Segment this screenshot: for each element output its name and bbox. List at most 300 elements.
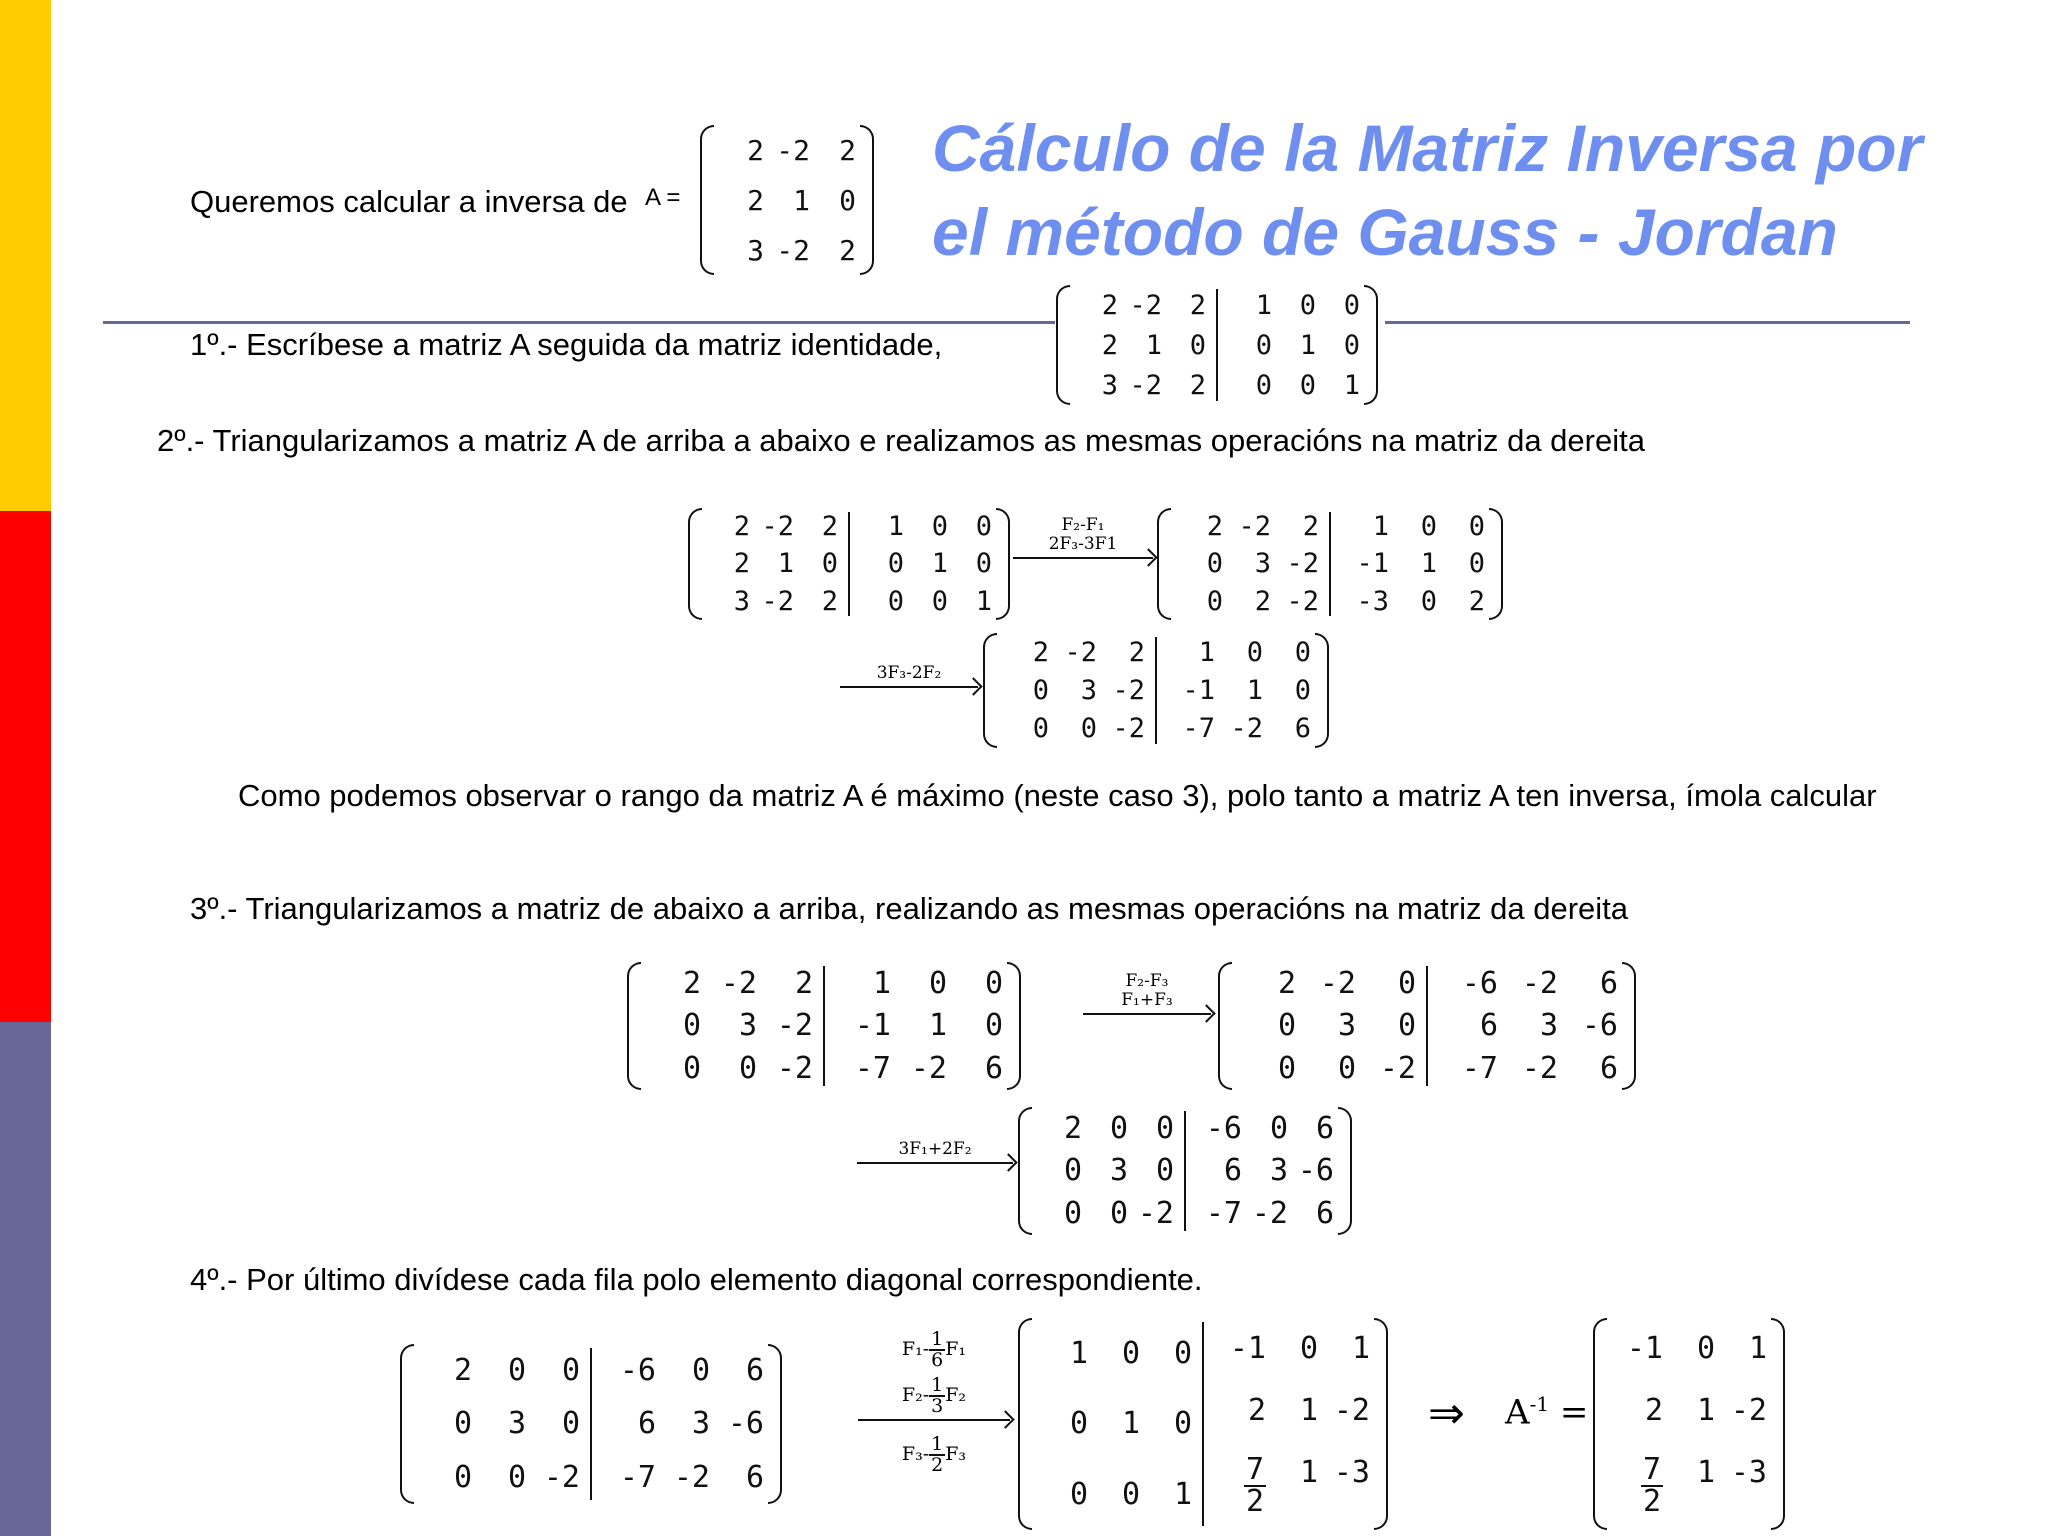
matrix-cell: 0 [561, 1406, 580, 1442]
matrix-row [1214, 1393, 1370, 1428]
left-bracket [688, 508, 702, 620]
divider-left [103, 321, 1055, 324]
matrix-cell: 3 [1337, 1008, 1356, 1044]
matrix-cell: 3 [1101, 369, 1118, 401]
matrix-cell: 2 [821, 585, 838, 617]
matrix-block [831, 962, 1007, 1090]
matrix-row [1001, 713, 1145, 744]
matrix-row [1236, 966, 1416, 1001]
rank-note: Como podemos observar o rango da matriz A é máximo (neste caso 3), polo tanto a matriz A ten inversa, ímola calcular [238, 778, 1877, 813]
matrix-cell: -2 [1333, 1392, 1370, 1428]
matrix-block [1171, 508, 1323, 620]
arrow-line [1013, 557, 1153, 559]
matrix-cell: 0 [1299, 369, 1316, 401]
matrix-cell: 0 [1206, 548, 1223, 580]
matrix-cell: 6 [745, 1353, 764, 1389]
augment-separator [1184, 1111, 1186, 1231]
matrix-cell: 3 [1080, 674, 1097, 706]
matrix-cell: 2 [1189, 369, 1206, 401]
matrix-row [860, 548, 992, 579]
matrix-cell: -2 [1064, 636, 1097, 668]
matrix-cell: -2 [761, 585, 794, 617]
left-bracket [1018, 1107, 1032, 1235]
matrix-cell: 0 [1109, 1110, 1128, 1146]
matrix-cell: 1 [1173, 1477, 1192, 1513]
matrix-block [856, 508, 996, 620]
matrix-cell: -3 [1356, 585, 1389, 617]
matrix-cell: 0 [1294, 674, 1311, 706]
matrix-cell: 0 [507, 1459, 526, 1495]
matrix-cell: 2 [839, 133, 856, 167]
matrix-cell: 0 [1337, 1051, 1356, 1087]
matrix-row [1175, 586, 1319, 617]
matrix-row [1214, 1451, 1370, 1519]
step-3-text: 3º.- Triangularizamos a matriz de abaixo a arriba, realizando as mesmas operacións na matriz da dereita [190, 891, 1629, 926]
matrix-cell: 1 [1748, 1331, 1767, 1367]
matrix-cell: -2 [1112, 674, 1145, 706]
matrix-cell: -1 [1182, 674, 1215, 706]
matrix-cell: 0 [931, 585, 948, 617]
matrix-row [1228, 290, 1360, 321]
matrix-cell: 1 [1420, 548, 1437, 580]
matrix-cell: -2 [1230, 713, 1263, 745]
matrix-row [1196, 1153, 1334, 1188]
matrix-block [1232, 962, 1420, 1090]
op-arrow-1 [1013, 516, 1153, 559]
matrix-row [706, 586, 838, 617]
matrix-cell: 6 [1294, 713, 1311, 745]
step-2-text: 2º.- Triangularizamos a matriz A de arriba a abaixo e realizamos as mesmas operacións na matriz da dereita [157, 423, 1645, 458]
augment-separator [1426, 966, 1428, 1086]
right-bracket [768, 1344, 782, 1504]
matrix-cell: 0 [821, 548, 838, 580]
right-bracket [860, 125, 874, 275]
matrix-cell: 0 [1277, 1008, 1296, 1044]
op-label: 2F₃-3F1 [1048, 534, 1118, 554]
matrix-row [1438, 1008, 1618, 1043]
matrix-cell: 3 [747, 233, 764, 267]
title-line-2: el método de Gauss - Jordan [932, 195, 1838, 269]
op-label: F₁- $\frac{1}{6}$ F₁ [901, 1328, 967, 1371]
matrix-cell: 2 [1063, 1110, 1082, 1146]
matrix-row [418, 1353, 580, 1388]
matrix-cell: 0 [1468, 548, 1485, 580]
matrix-row [835, 1008, 1003, 1043]
matrix-row [1611, 1451, 1767, 1519]
op-arrow-5 [858, 1330, 1010, 1475]
matrix-cell: 6 [1479, 1008, 1498, 1044]
op-label: F₂-F₁ [1061, 515, 1105, 535]
matrix-cell: -2 [1129, 369, 1162, 401]
matrix-block [1210, 1318, 1374, 1530]
matrix-cell: -2 [1521, 965, 1558, 1001]
frac-num: 1 [931, 1433, 944, 1455]
matrix-cell: -2 [1319, 965, 1356, 1001]
matrix-row [1611, 1393, 1767, 1428]
matrix-cell: 1 [1121, 1406, 1140, 1442]
matrix-row [1341, 586, 1485, 617]
matrix-cell: 0 [1080, 713, 1097, 745]
matrix-cell: 6 [745, 1459, 764, 1495]
matrix-cell: 2 [682, 965, 701, 1001]
matrix-step3-b [1018, 1107, 1352, 1235]
matrix-cell: -6 [1581, 1008, 1618, 1044]
matrix-row [645, 966, 813, 1001]
matrix-block [1607, 1318, 1771, 1530]
matrix-cell: -2 [776, 1051, 813, 1087]
op-label: F₁+F₃ [1121, 990, 1173, 1010]
matrix-block [1337, 508, 1489, 620]
matrix-cell: 0 [1269, 1110, 1288, 1146]
matrix-cell: 6 [1315, 1110, 1334, 1146]
matrix-cell: -1 [854, 1008, 891, 1044]
matrix-row [1036, 1477, 1192, 1512]
matrix-block [641, 962, 817, 1090]
matrix-cell: -2 [1379, 1051, 1416, 1087]
matrix-row [718, 184, 856, 217]
step-1-text: 1º.- Escríbese a matriz A seguida da matriz identidade, [190, 327, 943, 362]
matrix-cell: 3 [507, 1406, 526, 1442]
matrix-cell: 0 [1397, 965, 1416, 1001]
matrix-row [1175, 548, 1319, 579]
matrix-cell: 6 [1599, 1051, 1618, 1087]
matrix-cell: -6 [1461, 965, 1498, 1001]
divider-right [1385, 321, 1910, 324]
matrix-cell: 0 [682, 1008, 701, 1044]
matrix-cell: 2 [1254, 585, 1271, 617]
op-text: F₃- [901, 1443, 930, 1465]
matrix-cell: 0 [1155, 1153, 1174, 1189]
matrix-cell: 0 [1121, 1335, 1140, 1371]
right-bracket [1622, 962, 1636, 1090]
matrix-block [997, 633, 1149, 748]
matrix-cell: 6 [1599, 965, 1618, 1001]
matrix-cell: -2 [776, 1008, 813, 1044]
augment-separator [823, 966, 825, 1086]
matrix-cell: -7 [619, 1459, 656, 1495]
augment-separator [590, 1348, 592, 1500]
op-arrow-3 [1083, 972, 1211, 1015]
matrix-cell: 0 [1173, 1335, 1192, 1371]
matrix-cell: -6 [727, 1406, 764, 1442]
matrix-inverse [1593, 1318, 1785, 1530]
matrix-cell: 0 [975, 548, 992, 580]
op-label: 3F₁+2F₂ [898, 1139, 972, 1159]
matrix-cell: -2 [1730, 1392, 1767, 1428]
matrix-row [835, 966, 1003, 1001]
matrix-cell: 0 [682, 1051, 701, 1087]
matrix-cell: 2 [747, 133, 764, 167]
matrix-cell: -7 [1182, 713, 1215, 745]
title-line-1: Cálculo de la Matriz Inversa por [932, 111, 1923, 185]
matrix-row [1611, 1331, 1767, 1366]
matrix-block [598, 1344, 768, 1504]
matrix-cell: $\frac{7}{2}$ [1245, 1451, 1264, 1519]
matrix-cell: 0 [1420, 511, 1437, 543]
matrix-cell: 2 [1247, 1392, 1266, 1428]
matrix-row [645, 1051, 813, 1086]
matrix-cell: 1 [928, 1008, 947, 1044]
matrix-block [414, 1344, 584, 1504]
matrix-cell: 2 [1128, 636, 1145, 668]
matrix-row [1167, 713, 1311, 744]
intro-text: Queremos calcular a inversa de [190, 184, 628, 219]
step-4-text: 4º.- Por último divídese cada fila polo elemento diagonal correspondiente. [190, 1262, 1203, 1297]
matrix-block [1192, 1107, 1338, 1235]
matrix-a-label: A = [645, 184, 681, 211]
matrix-block [1032, 1318, 1196, 1530]
matrix-cell: -2 [761, 511, 794, 543]
matrix-row [1175, 511, 1319, 542]
op-text: F₂- [901, 1384, 930, 1406]
matrix-cell: 3 [738, 1008, 757, 1044]
matrix-row [1236, 1051, 1416, 1086]
red-band [0, 511, 51, 1022]
matrix-row [1228, 370, 1360, 401]
matrix-cell: -2 [1286, 585, 1319, 617]
matrix-row [1036, 1153, 1174, 1188]
matrix-cell: -2 [720, 965, 757, 1001]
left-bracket [400, 1344, 414, 1504]
matrix-cell: 0 [1255, 329, 1272, 361]
arrow-line [857, 1162, 1013, 1164]
matrix-cell: 2 [1101, 329, 1118, 361]
matrix-row [1074, 370, 1206, 401]
frac-num: 1 [931, 1328, 944, 1350]
matrix-cell: 6 [1315, 1196, 1334, 1232]
matrix-cell: 2 [1101, 289, 1118, 321]
op-text: F₁- [901, 1338, 930, 1360]
matrix-cell: 0 [839, 183, 856, 217]
matrix-block [1032, 1107, 1178, 1235]
matrix-cell: 6 [637, 1406, 656, 1442]
matrix-cell: 0 [1246, 636, 1263, 668]
matrix-cell: 2 [453, 1353, 472, 1389]
matrix-cell: -1 [1626, 1331, 1663, 1367]
matrix-row [706, 548, 838, 579]
matrix-row [1074, 290, 1206, 321]
matrix-cell: 2 [1206, 511, 1223, 543]
matrix-cell: 1 [975, 585, 992, 617]
matrix-row [418, 1460, 580, 1495]
matrix-cell: 1 [931, 548, 948, 580]
matrix-cell: -1 [1356, 548, 1389, 580]
matrix-cell: 3 [1109, 1153, 1128, 1189]
matrix-cell: 2 [747, 183, 764, 217]
matrix-block [1224, 285, 1364, 405]
matrix-cell: 1 [777, 548, 794, 580]
matrix-cell: 2 [733, 548, 750, 580]
frac-den: 3 [931, 1395, 944, 1417]
matrix-cell: 0 [453, 1459, 472, 1495]
matrix-cell: 0 [984, 1008, 1003, 1044]
matrix-cell: 0 [1420, 585, 1437, 617]
left-bracket [1593, 1318, 1607, 1530]
matrix-cell: -2 [1521, 1051, 1558, 1087]
matrix-cell: -3 [1730, 1454, 1767, 1490]
matrix-cell: 1 [793, 183, 810, 217]
matrix-cell: 0 [1121, 1477, 1140, 1513]
matrix-cell: 1 [1299, 329, 1316, 361]
matrix-cell: -2 [1238, 511, 1271, 543]
matrix-cell: -2 [543, 1459, 580, 1495]
matrix-cell: -2 [1286, 548, 1319, 580]
matrix-row [1001, 675, 1145, 706]
augment-separator [1202, 1322, 1204, 1526]
matrix-cell: -2 [673, 1459, 710, 1495]
matrix-row [860, 511, 992, 542]
matrix-cell: 2 [839, 233, 856, 267]
matrix-cell: 2 [1644, 1392, 1663, 1428]
matrix-cell: 1 [1069, 1335, 1088, 1371]
matrix-step4-result [1018, 1318, 1388, 1530]
matrix-cell: -6 [1205, 1110, 1242, 1146]
left-bracket [627, 962, 641, 1090]
matrix-cell: -2 [1137, 1196, 1174, 1232]
arrow-line [1083, 1013, 1211, 1015]
matrix-a [700, 125, 874, 275]
matrix-row [1196, 1111, 1334, 1146]
matrix-row [706, 511, 838, 542]
matrix-block [1070, 285, 1210, 405]
matrix-row [1167, 637, 1311, 668]
matrix-row [645, 1008, 813, 1043]
matrix-cell: 0 [1343, 329, 1360, 361]
matrix-row [1001, 637, 1145, 668]
left-bracket [1056, 285, 1070, 405]
matrix-cell: 0 [1299, 289, 1316, 321]
matrix-row [1438, 966, 1618, 1001]
matrix-cell: 0 [1343, 289, 1360, 321]
matrix-cell: 1 [1198, 636, 1215, 668]
matrix-cell: 1 [1299, 1392, 1318, 1428]
op-label: 3F₃-2F₂ [876, 663, 942, 683]
matrix-cell: 6 [984, 1051, 1003, 1087]
right-bracket [996, 508, 1010, 620]
matrix-row [1036, 1336, 1192, 1371]
matrix-block [714, 125, 860, 275]
matrix-cell: -2 [1112, 713, 1145, 745]
yellow-band [0, 0, 51, 511]
matrix-block [702, 508, 842, 620]
augment-separator [848, 512, 850, 616]
matrix-block [1163, 633, 1315, 748]
matrix-cell: 0 [931, 511, 948, 543]
op-arrow-2 [840, 664, 978, 688]
matrix-cell: 0 [1189, 329, 1206, 361]
matrix-cell: 1 [1696, 1392, 1715, 1428]
matrix-step2-start [688, 508, 1010, 620]
matrix-row [1236, 1008, 1416, 1043]
matrix-row [1074, 330, 1206, 361]
right-bracket [1771, 1318, 1785, 1530]
matrix-cell: 1 [1343, 369, 1360, 401]
left-bracket [1157, 508, 1171, 620]
matrix-row [1167, 675, 1311, 706]
frac-num: 1 [931, 1374, 944, 1396]
matrix-cell: -2 [1251, 1196, 1288, 1232]
matrix-cell: -7 [854, 1051, 891, 1087]
matrix-cell: 2 [821, 511, 838, 543]
inverse-eq: = [1559, 1392, 1589, 1433]
matrix-cell: 2 [1468, 585, 1485, 617]
matrix-cell: 1 [1246, 674, 1263, 706]
right-bracket [1374, 1318, 1388, 1530]
matrix-cell: 0 [1155, 1110, 1174, 1146]
matrix-cell: 2 [1189, 289, 1206, 321]
matrix-row [1036, 1111, 1174, 1146]
matrix-cell: 2 [1302, 511, 1319, 543]
left-bracket [983, 633, 997, 748]
matrix-cell: 0 [887, 585, 904, 617]
inverse-a: A [1505, 1392, 1530, 1433]
matrix-row [1036, 1406, 1192, 1441]
implies-symbol: ⇒ [1428, 1388, 1465, 1439]
matrix-cell: 1 [1299, 1454, 1318, 1490]
op-arrow-4 [857, 1140, 1013, 1164]
left-bracket [1218, 962, 1232, 1090]
matrix-cell: 2 [733, 511, 750, 543]
matrix-cell: 3 [1269, 1153, 1288, 1189]
frac-den: 6 [931, 1349, 944, 1371]
matrix-row [860, 586, 992, 617]
matrix-cell: 1 [1145, 329, 1162, 361]
arrow-line [858, 1419, 1010, 1421]
left-bracket [700, 125, 714, 275]
matrix-cell: 0 [691, 1353, 710, 1389]
matrix-row [1196, 1196, 1334, 1231]
right-bracket [1364, 285, 1378, 405]
matrix-cell: 1 [1351, 1331, 1370, 1367]
matrix-row [1036, 1196, 1174, 1231]
augment-separator [1216, 289, 1218, 401]
matrix-cell: 0 [1468, 511, 1485, 543]
matrix-cell: 2 [1032, 636, 1049, 668]
matrix-cell: 0 [738, 1051, 757, 1087]
matrix-cell: -6 [1297, 1153, 1334, 1189]
matrix-cell: 2 [794, 965, 813, 1001]
matrix-augmented [1056, 285, 1378, 405]
op-label: F₃- $\frac{1}{2}$ F₃ [901, 1433, 967, 1476]
matrix-row [835, 1051, 1003, 1086]
matrix-cell: 0 [453, 1406, 472, 1442]
matrix-cell: 0 [1063, 1196, 1082, 1232]
matrix-cell: 0 [561, 1353, 580, 1389]
matrix-cell: 0 [928, 965, 947, 1001]
matrix-row [602, 1353, 764, 1388]
left-bracket [1018, 1318, 1032, 1530]
op-label: F₂-F₃ [1125, 971, 1169, 991]
right-bracket [1489, 508, 1503, 620]
matrix-step4-start [400, 1344, 782, 1504]
matrix-row [1341, 511, 1485, 542]
matrix-row [1228, 330, 1360, 361]
matrix-cell: 1 [1696, 1454, 1715, 1490]
matrix-cell: 0 [1173, 1406, 1192, 1442]
matrix-row [1214, 1331, 1370, 1366]
matrix-cell: 0 [984, 965, 1003, 1001]
matrix-step2-b [983, 633, 1329, 748]
matrix-cell: 3 [1254, 548, 1271, 580]
matrix-cell: 1 [872, 965, 891, 1001]
sidebar-color-bands [0, 0, 51, 1536]
matrix-row [602, 1406, 764, 1441]
matrix-cell: -7 [1205, 1196, 1242, 1232]
matrix-row [1438, 1051, 1618, 1086]
inverse-sup: -1 [1529, 1392, 1550, 1416]
matrix-cell: 1 [887, 511, 904, 543]
matrix-cell: -6 [619, 1353, 656, 1389]
